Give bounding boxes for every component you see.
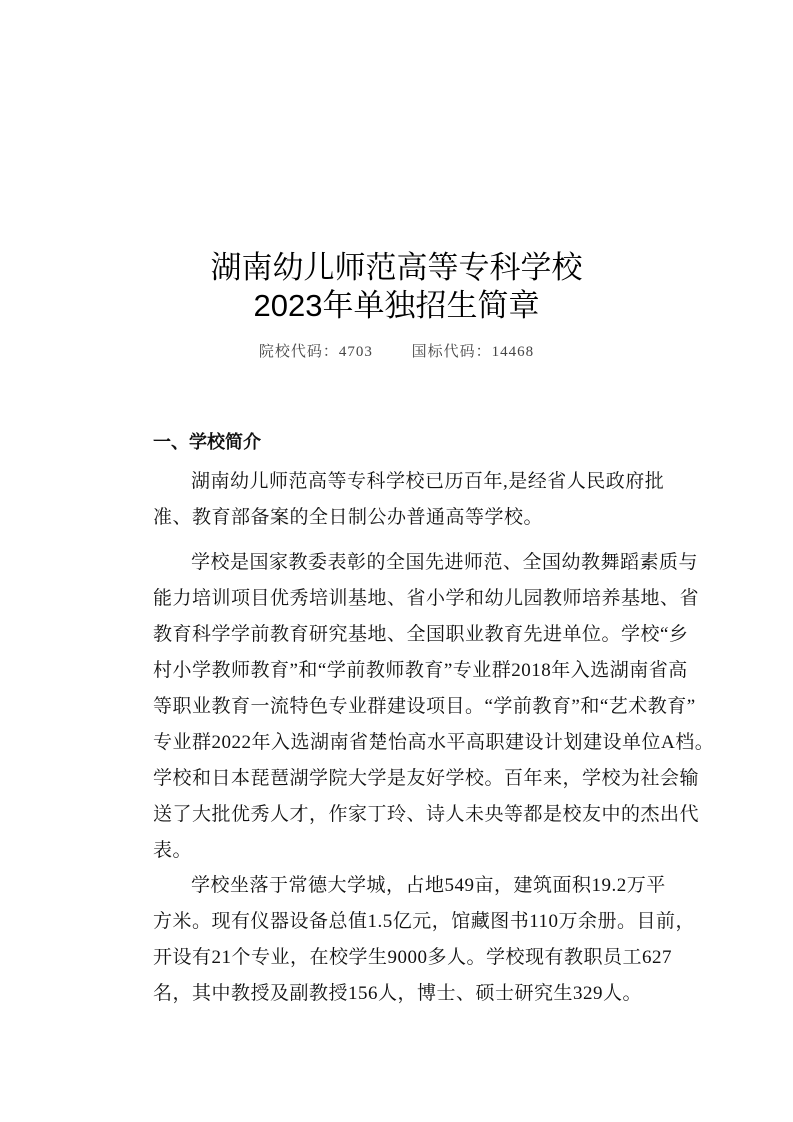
paragraph-facilities xyxy=(153,868,696,1012)
school-code: 院校代码：4703 xyxy=(258,344,373,360)
paragraph-line: 学校和日本琵琶湖学院大学是友好学校。百年来，学校为社会输 xyxy=(153,768,700,789)
national-code: 国标代码：14468 xyxy=(411,344,535,360)
paragraph-line: 方米。现有仪器设备总值1.5亿元，馆藏图书110万余册。目前， xyxy=(153,911,696,932)
paragraph-line: 等职业教育一流特色专业群建设项目。“学前教育”和“艺术教育” xyxy=(153,696,696,717)
paragraph-line: 送了大批优秀人才，作家丁玲、诗人未央等都是校友中的杰出代 xyxy=(153,804,700,825)
paragraph-history xyxy=(153,464,665,536)
paragraph-line: 湖南幼儿师范高等专科学校已历百年,是经省人民政府批 xyxy=(191,471,665,492)
paragraph-honors xyxy=(153,545,715,869)
paragraph-line: 学校是国家教委表彰的全国先进师范、全国幼教舞蹈素质与 xyxy=(191,552,699,573)
institution-codes xyxy=(0,340,793,361)
paragraph-line: 学校坐落于常德大学城，占地549亩，建筑面积19.2万平 xyxy=(191,875,666,896)
paragraph-line: 能力培训项目优秀培训基地、省小学和幼儿园教师培养基地、省 xyxy=(153,588,700,609)
paragraph-line: 村小学教师教育”和“学前教师教育”专业群2018年入选湖南省高 xyxy=(153,660,688,681)
paragraph-line: 开设有21个专业，在校学生9000多人。学校现有教职员工627 xyxy=(153,947,673,968)
paragraph-line: 名，其中教授及副教授156人，博士、硕士研究生329人。 xyxy=(153,983,643,1004)
document-subtitle: 2023年单独招生简章 xyxy=(253,288,540,323)
document-title: 湖南幼儿师范高等专科学校 xyxy=(210,250,583,285)
section-heading: 一、学校简介 xyxy=(153,432,261,452)
paragraph-line: 准、教育部备案的全日制公办普通高等学校。 xyxy=(153,507,544,528)
paragraph-line: 专业群2022年入选湖南省楚怡高水平高职建设计划建设单位A档。 xyxy=(153,732,715,753)
paragraph-line: 教育科学学前教育研究基地、全国职业教育先进单位。学校“乡 xyxy=(153,624,689,645)
paragraph-line: 表。 xyxy=(153,840,193,861)
